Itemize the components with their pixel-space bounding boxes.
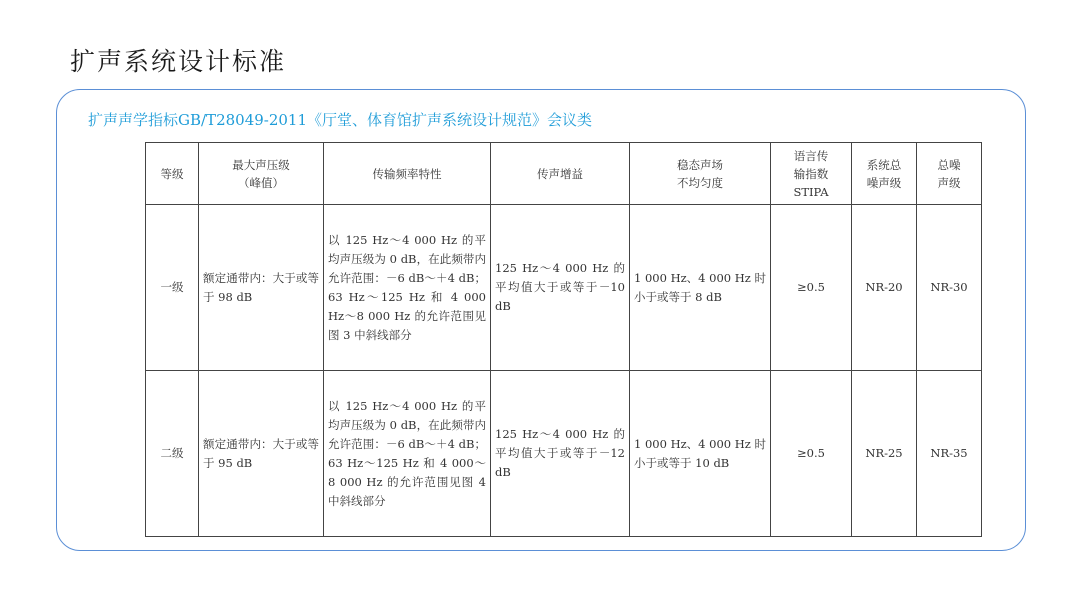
cell-grade: 一级 <box>146 205 199 371</box>
cell-uniformity: 1 000 Hz、4 000 Hz 时小于或等于 10 dB <box>630 371 771 537</box>
cell-total-noise: NR-30 <box>917 205 982 371</box>
standards-table <box>145 142 982 537</box>
cell-stipa: ≥0.5 <box>771 371 852 537</box>
header-uniformity: 稳态声场 不均匀度 <box>630 143 771 205</box>
cell-max-spl: 额定通带内：大于或等于 98 dB <box>199 205 324 371</box>
header-max-spl: 最大声压级 （峰值） <box>199 143 324 205</box>
cell-grade: 二级 <box>146 371 199 537</box>
header-freq-response: 传输频率特性 <box>324 143 491 205</box>
cell-total-noise: NR-35 <box>917 371 982 537</box>
cell-gain: 125 Hz～4 000 Hz 的平均值大于或等于－12 dB <box>491 371 630 537</box>
table-row <box>146 371 982 537</box>
cell-freq-response: 以 125 Hz～4 000 Hz 的平均声压级为 0 dB，在此频带内允许范围：－6 dB～＋4 dB；63 Hz～125 Hz 和 4 000～8 000 Hz 的允许范围见图 4 中斜线部分 <box>324 371 491 537</box>
cell-max-spl: 额定通带内：大于或等于 95 dB <box>199 371 324 537</box>
cell-stipa: ≥0.5 <box>771 205 852 371</box>
table-header-row <box>146 143 982 205</box>
header-gain: 传声增益 <box>491 143 630 205</box>
header-total-noise: 总噪 声级 <box>917 143 982 205</box>
header-system-noise: 系统总 噪声级 <box>852 143 917 205</box>
header-grade: 等级 <box>146 143 199 205</box>
page-title: 扩声系统设计标准 <box>70 47 287 76</box>
header-stipa: 语言传 输指数 STIPA <box>771 143 852 205</box>
cell-system-noise: NR-25 <box>852 371 917 537</box>
standard-subtitle: 扩声声学指标GB/T28049-2011《厅堂、体育馆扩声系统设计规范》会议类 <box>88 111 593 129</box>
cell-gain: 125 Hz～4 000 Hz 的平均值大于或等于－10 dB <box>491 205 630 371</box>
table-row <box>146 205 982 371</box>
cell-freq-response: 以 125 Hz～4 000 Hz 的平均声压级为 0 dB，在此频带内允许范围：－6 dB～＋4 dB；63 Hz～125 Hz 和 4 000 Hz～8 000 Hz 的允许范围见图 3 中斜线部分 <box>324 205 491 371</box>
cell-system-noise: NR-20 <box>852 205 917 371</box>
cell-uniformity: 1 000 Hz、4 000 Hz 时小于或等于 8 dB <box>630 205 771 371</box>
